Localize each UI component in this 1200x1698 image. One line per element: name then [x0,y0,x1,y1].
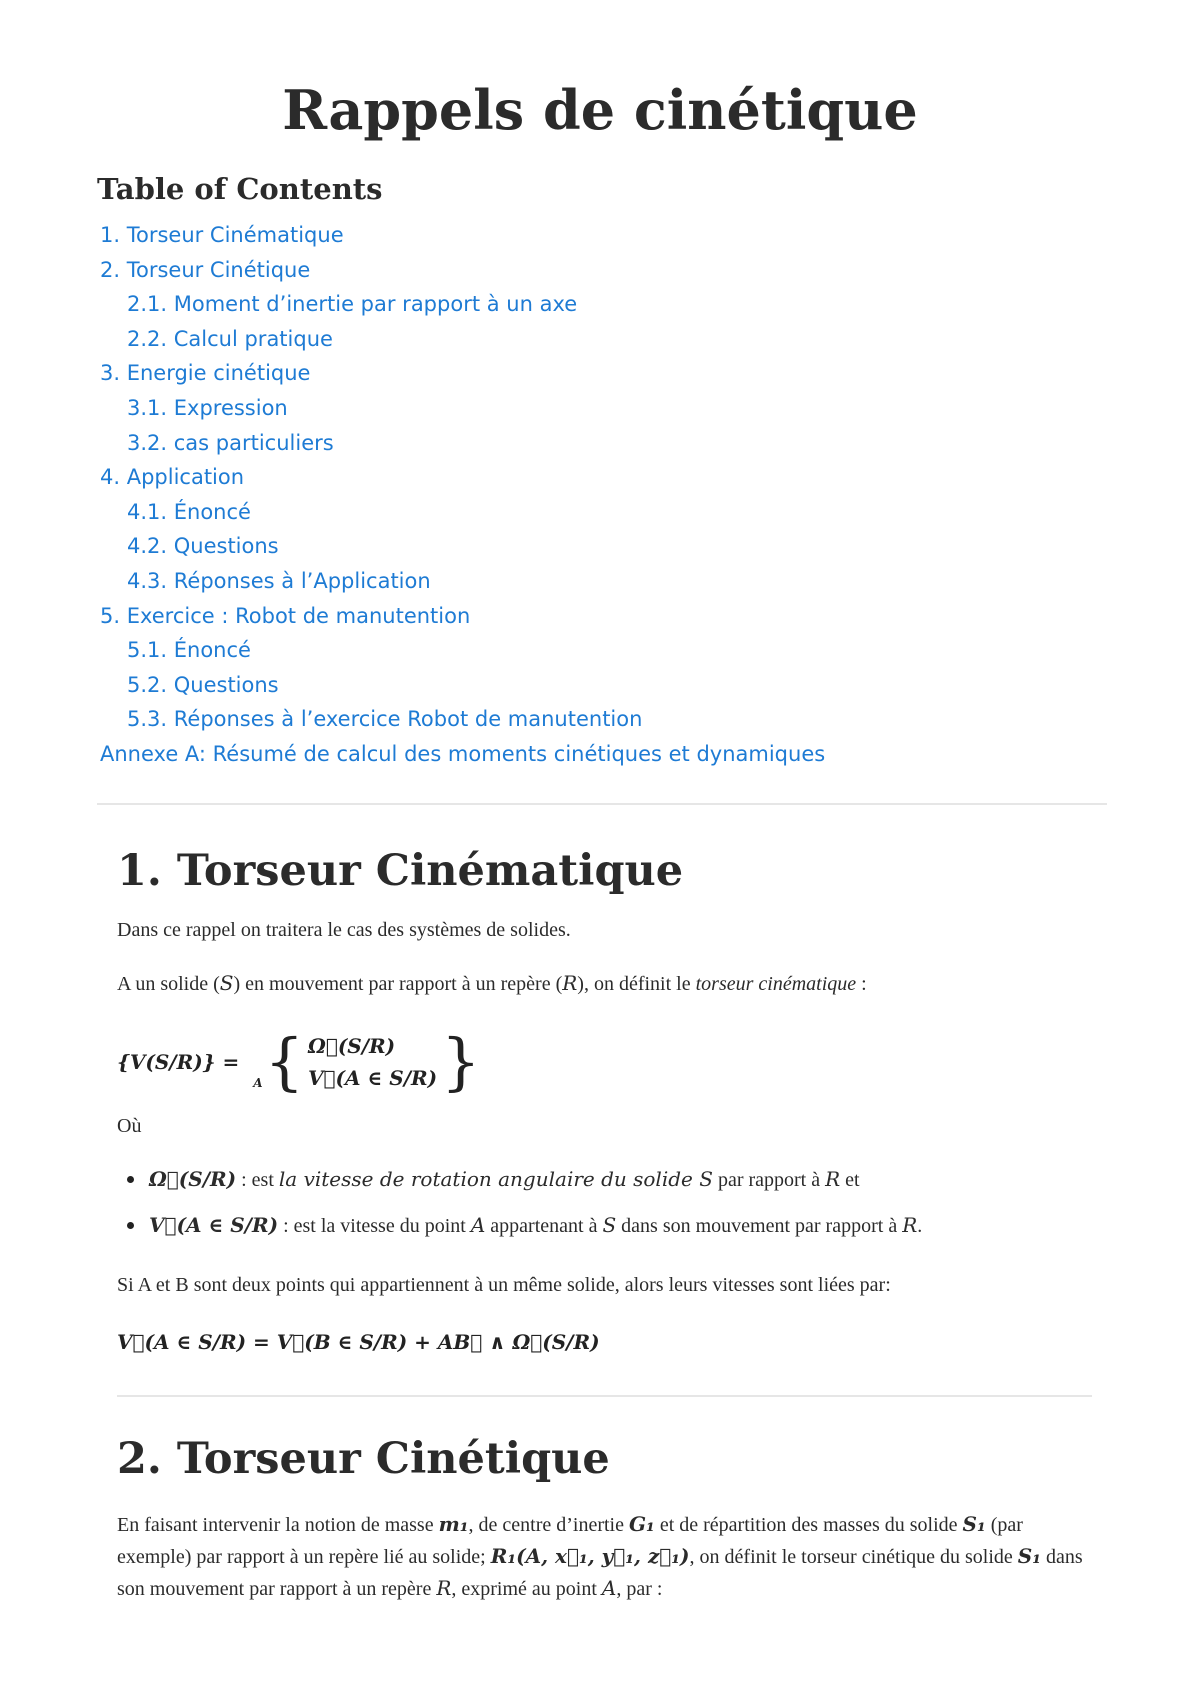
toc-item-5-3[interactable] [100,702,825,737]
section-1-paragraph-2: A un solide (S) en mouvement par rapport à un repère (R), on définit le torseur cinématique : [117,971,867,995]
torseur-row-1: Ω⃗(S/R) [308,1034,396,1058]
toc-item-2[interactable] [100,253,825,288]
toc-link[interactable]: 4.2. Questions [127,534,279,559]
toc-item-4-2[interactable] [100,529,825,564]
emphasis-term: torseur cinématique [695,973,857,995]
section-divider [97,803,1107,805]
definition-list [135,1156,922,1248]
toc-link[interactable]: 4.3. Réponses à l’Application [127,568,431,593]
document-title: Rappels de cinétique [282,78,918,142]
toc-item-4-3[interactable] [100,564,825,599]
toc-link[interactable]: 4.1. Énoncé [127,499,251,524]
toc-item-5-2[interactable] [100,668,825,703]
toc-item-1[interactable] [100,218,825,253]
toc-item-2-1[interactable] [100,287,825,322]
toc-link[interactable]: 1. Torseur Cinématique [100,223,344,247]
toc-link[interactable]: 2.1. Moment d’inertie par rapport à un axe [127,292,578,317]
toc-link[interactable]: 5.3. Réponses à l’exercice Robot de manutention [127,707,643,732]
toc-link[interactable]: Annexe A: Résumé de calcul des moments cinétiques et dynamiques [100,741,826,766]
section-2-heading: 2. Torseur Cinétique [117,1434,610,1484]
section-divider [117,1395,1092,1397]
toc-link[interactable]: 5.2. Questions [127,672,279,697]
ou-label: Où [117,1115,142,1137]
toc-link[interactable]: 5. Exercice : Robot de manutention [100,603,471,628]
toc-link[interactable]: 3.2. cas particuliers [127,430,334,455]
definition-omega: Ω⃗(S/R) : est la vitesse de rotation angulaire du solide S par rapport à R et [135,1156,922,1202]
toc-link[interactable]: 3. Energie cinétique [100,361,311,386]
torseur-row-2: V⃗(A ∈ S/R) [308,1066,438,1090]
torseur-point: A [253,1076,263,1090]
toc-item-3-2[interactable] [100,426,825,461]
right-brace: } [441,1025,481,1098]
velocity-transport-equation: V⃗(A ∈ S/R) = V⃗(B ∈ S/R) + AB⃗ ∧ Ω⃗(S/R) [117,1330,600,1354]
toc-item-5-1[interactable] [100,633,825,668]
definition-velocity: V⃗(A ∈ S/R) : est la vitesse du point A appartenant à S dans son mouvement par rapport à R. [135,1202,922,1248]
section-1-heading: 1. Torseur Cinématique [117,846,684,896]
section-2-paragraph-1: En faisant intervenir la notion de masse m₁, de centre d’inertie G₁ et de répartition des masses du solide S₁ (par exemple) par rapport à un repère lié au solide; R₁(A, x⃗₁, y⃗₁, z⃗₁), on définit le torseur cinétique du solide S₁ dans son mouvement par rapport à un repère R, exprimé au point A, par : [117,1512,1083,1600]
toc-item-2-2[interactable] [100,322,825,357]
toc-link[interactable]: 5.1. Énoncé [127,638,251,663]
toc-item-4-1[interactable] [100,495,825,530]
section-1-paragraph-3: Si A et B sont deux points qui appartiennent à un même solide, alors leurs vitesses sont liées par: [117,1274,891,1296]
section-1-paragraph-1: Dans ce rappel on traitera le cas des systèmes de solides. [117,919,571,941]
toc-item-4[interactable] [100,460,825,495]
toc-item-3-1[interactable] [100,391,825,426]
table-of-contents [100,218,825,772]
toc-item-3[interactable] [100,356,825,391]
toc-link[interactable]: 4. Application [100,465,245,490]
toc-link[interactable]: 3.1. Expression [127,395,288,420]
toc-item-5[interactable] [100,599,825,634]
toc-link[interactable]: 2.2. Calcul pratique [127,326,333,351]
kinematic-torseur-formula [117,1025,481,1098]
toc-item-annexe-a[interactable] [100,737,825,772]
torseur-lhs: {V(S/R)} = [117,1050,240,1074]
toc-link[interactable]: 2. Torseur Cinétique [100,257,311,282]
toc-heading: Table of Contents [97,172,383,206]
left-brace: { [264,1025,305,1098]
